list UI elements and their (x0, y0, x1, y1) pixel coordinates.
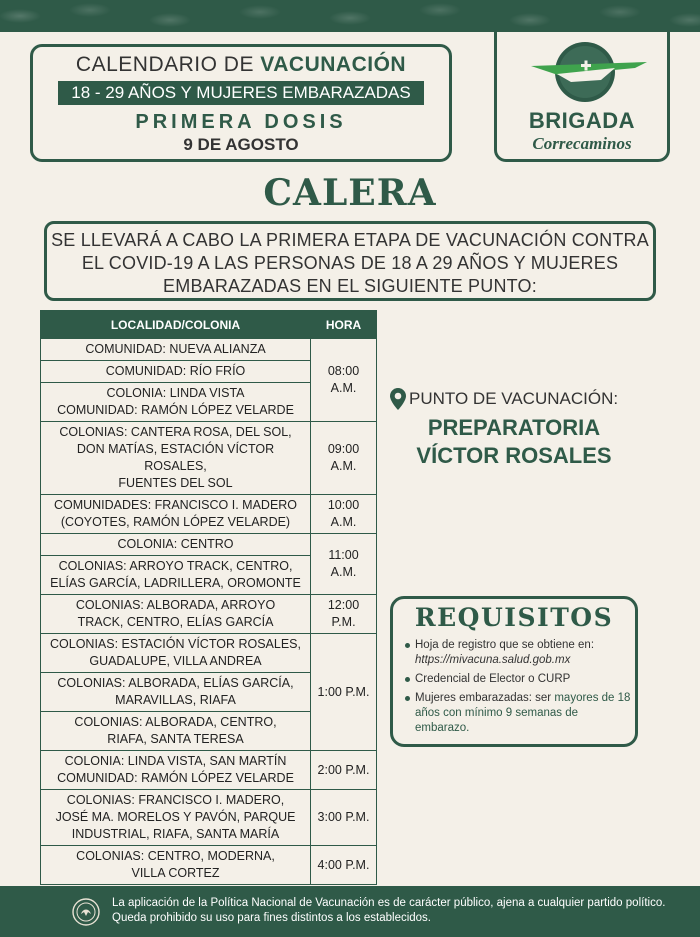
government-seal-icon (72, 898, 100, 926)
location-cell: COLONIA: CENTRO (41, 534, 311, 556)
table-row (41, 339, 377, 361)
location-cell: COLONIAS: CANTERA ROSA, DEL SOL, DON MATÍAS, ESTACIÓN VÍCTOR ROSALES, FUENTES DEL SOL (41, 422, 311, 495)
intro-notice: SE LLEVARÁ A CABO LA PRIMERA ETAPA DE VACUNACIÓN CONTRA EL COVID-19 A LAS PERSONAS DE 18 A 29 AÑOS Y MUJERES EMBARAZADAS EN EL SIGUIENTE PUNTO: (44, 221, 656, 301)
location-cell: COMUNIDAD: NUEVA ALIANZA (41, 339, 311, 361)
location-cell: COLONIAS: ALBORADA, ARROYO TRACK, CENTRO, ELÍAS GARCÍA (41, 595, 311, 634)
list-item: Mujeres embarazadas: ser mayores de 18 años con mínimo 9 semanas de embarazo. (405, 691, 635, 736)
brand-subname: Correcaminos (532, 134, 632, 153)
table-row (41, 534, 377, 556)
hour-cell: 3:00 P.M. (311, 790, 377, 846)
location-cell: COMUNIDAD: RÍO FRÍO (41, 361, 311, 383)
footer (0, 886, 700, 937)
table-row (41, 846, 377, 885)
age-group-banner: 18 - 29 AÑOS Y MUJERES EMBARAZADAS (58, 81, 424, 105)
decorative-top-band (0, 0, 700, 32)
requirements-box (390, 596, 638, 747)
dose-label: PRIMERA DOSIS (135, 111, 347, 133)
column-header-hour: HORA (311, 311, 377, 339)
roadrunner-logo-icon (497, 38, 667, 106)
table-row (41, 751, 377, 790)
location-cell: COLONIA: LINDA VISTA COMUNIDAD: RAMÓN LÓPEZ VELARDE (41, 383, 311, 422)
requirements-title: REQUISITOS (414, 603, 614, 632)
location-cell: COLONIAS: ALBORADA, ELÍAS GARCÍA, MARAVILLAS, RIAFA (41, 673, 311, 712)
table-row (41, 790, 377, 846)
registration-link[interactable]: https://mivacuna.salud.gob.mx (415, 654, 571, 666)
location-cell: COLONIA: LINDA VISTA, SAN MARTÍN COMUNIDAD: RAMÓN LÓPEZ VELARDE (41, 751, 311, 790)
location-cell: COLONIAS: ESTACIÓN VÍCTOR ROSALES, GUADALUPE, VILLA ANDREA (41, 634, 311, 673)
location-cell: COLONIAS: CENTRO, MODERNA, VILLA CORTEZ (41, 846, 311, 885)
brand-name: BRIGADA (528, 108, 636, 133)
hour-cell: 1:00 P.M. (311, 634, 377, 751)
location-pin-icon (390, 388, 406, 410)
requirements-list (405, 638, 635, 736)
table-row (41, 634, 377, 673)
table-row (41, 422, 377, 495)
brigada-logo-box (494, 32, 670, 162)
location-cell: COMUNIDADES: FRANCISCO I. MADERO (COYOTES, RAMÓN LÓPEZ VELARDE) (41, 495, 311, 534)
hour-cell: 09:00 A.M. (311, 422, 377, 495)
schedule-table (40, 310, 377, 885)
hour-cell: 10:00 A.M. (311, 495, 377, 534)
table-row (41, 595, 377, 634)
location-cell: COLONIAS: ALBORADA, CENTRO, RIAFA, SANTA TERESA (41, 712, 311, 751)
hour-cell: 2:00 P.M. (311, 751, 377, 790)
footer-disclaimer: La aplicación de la Política Nacional de Vacunación es de carácter público, ajena a cualquier partido político. Queda prohibido su uso para fines distintos a los establecidos. (112, 897, 666, 924)
list-item: Credencial de Elector o CURP (405, 672, 635, 687)
hour-cell: 12:00 P.M. (311, 595, 377, 634)
location-cell: COLONIAS: ARROYO TRACK, CENTRO, ELÍAS GARCÍA, LADRILLERA, OROMONTE (41, 556, 311, 595)
date-label: 9 DE AGOSTO (183, 135, 299, 154)
table-row (41, 495, 377, 534)
page-title: CALENDARIO DE VACUNACIÓN (75, 53, 407, 76)
column-header-location: LOCALIDAD/COLONIA (41, 311, 311, 339)
vaccination-point-label: PUNTO DE VACUNACIÓN: (390, 388, 650, 410)
hour-cell: 4:00 P.M. (311, 846, 377, 885)
list-item: Hoja de registro que se obtiene en: https://mivacuna.salud.gob.mx (405, 638, 635, 668)
location-cell: COLONIAS: FRANCISCO I. MADERO, JOSÉ MA. MORELOS Y PAVÓN, PARQUE INDUSTRIAL, RIAFA, SANTA MARÍA (41, 790, 311, 846)
hour-cell: 11:00 A.M. (311, 534, 377, 595)
city-title: CALERA (263, 172, 437, 214)
vaccination-place: PREPARATORIA VÍCTOR ROSALES (416, 415, 612, 468)
hour-cell: 08:00 A.M. (311, 339, 377, 422)
schedule-header (30, 44, 452, 162)
